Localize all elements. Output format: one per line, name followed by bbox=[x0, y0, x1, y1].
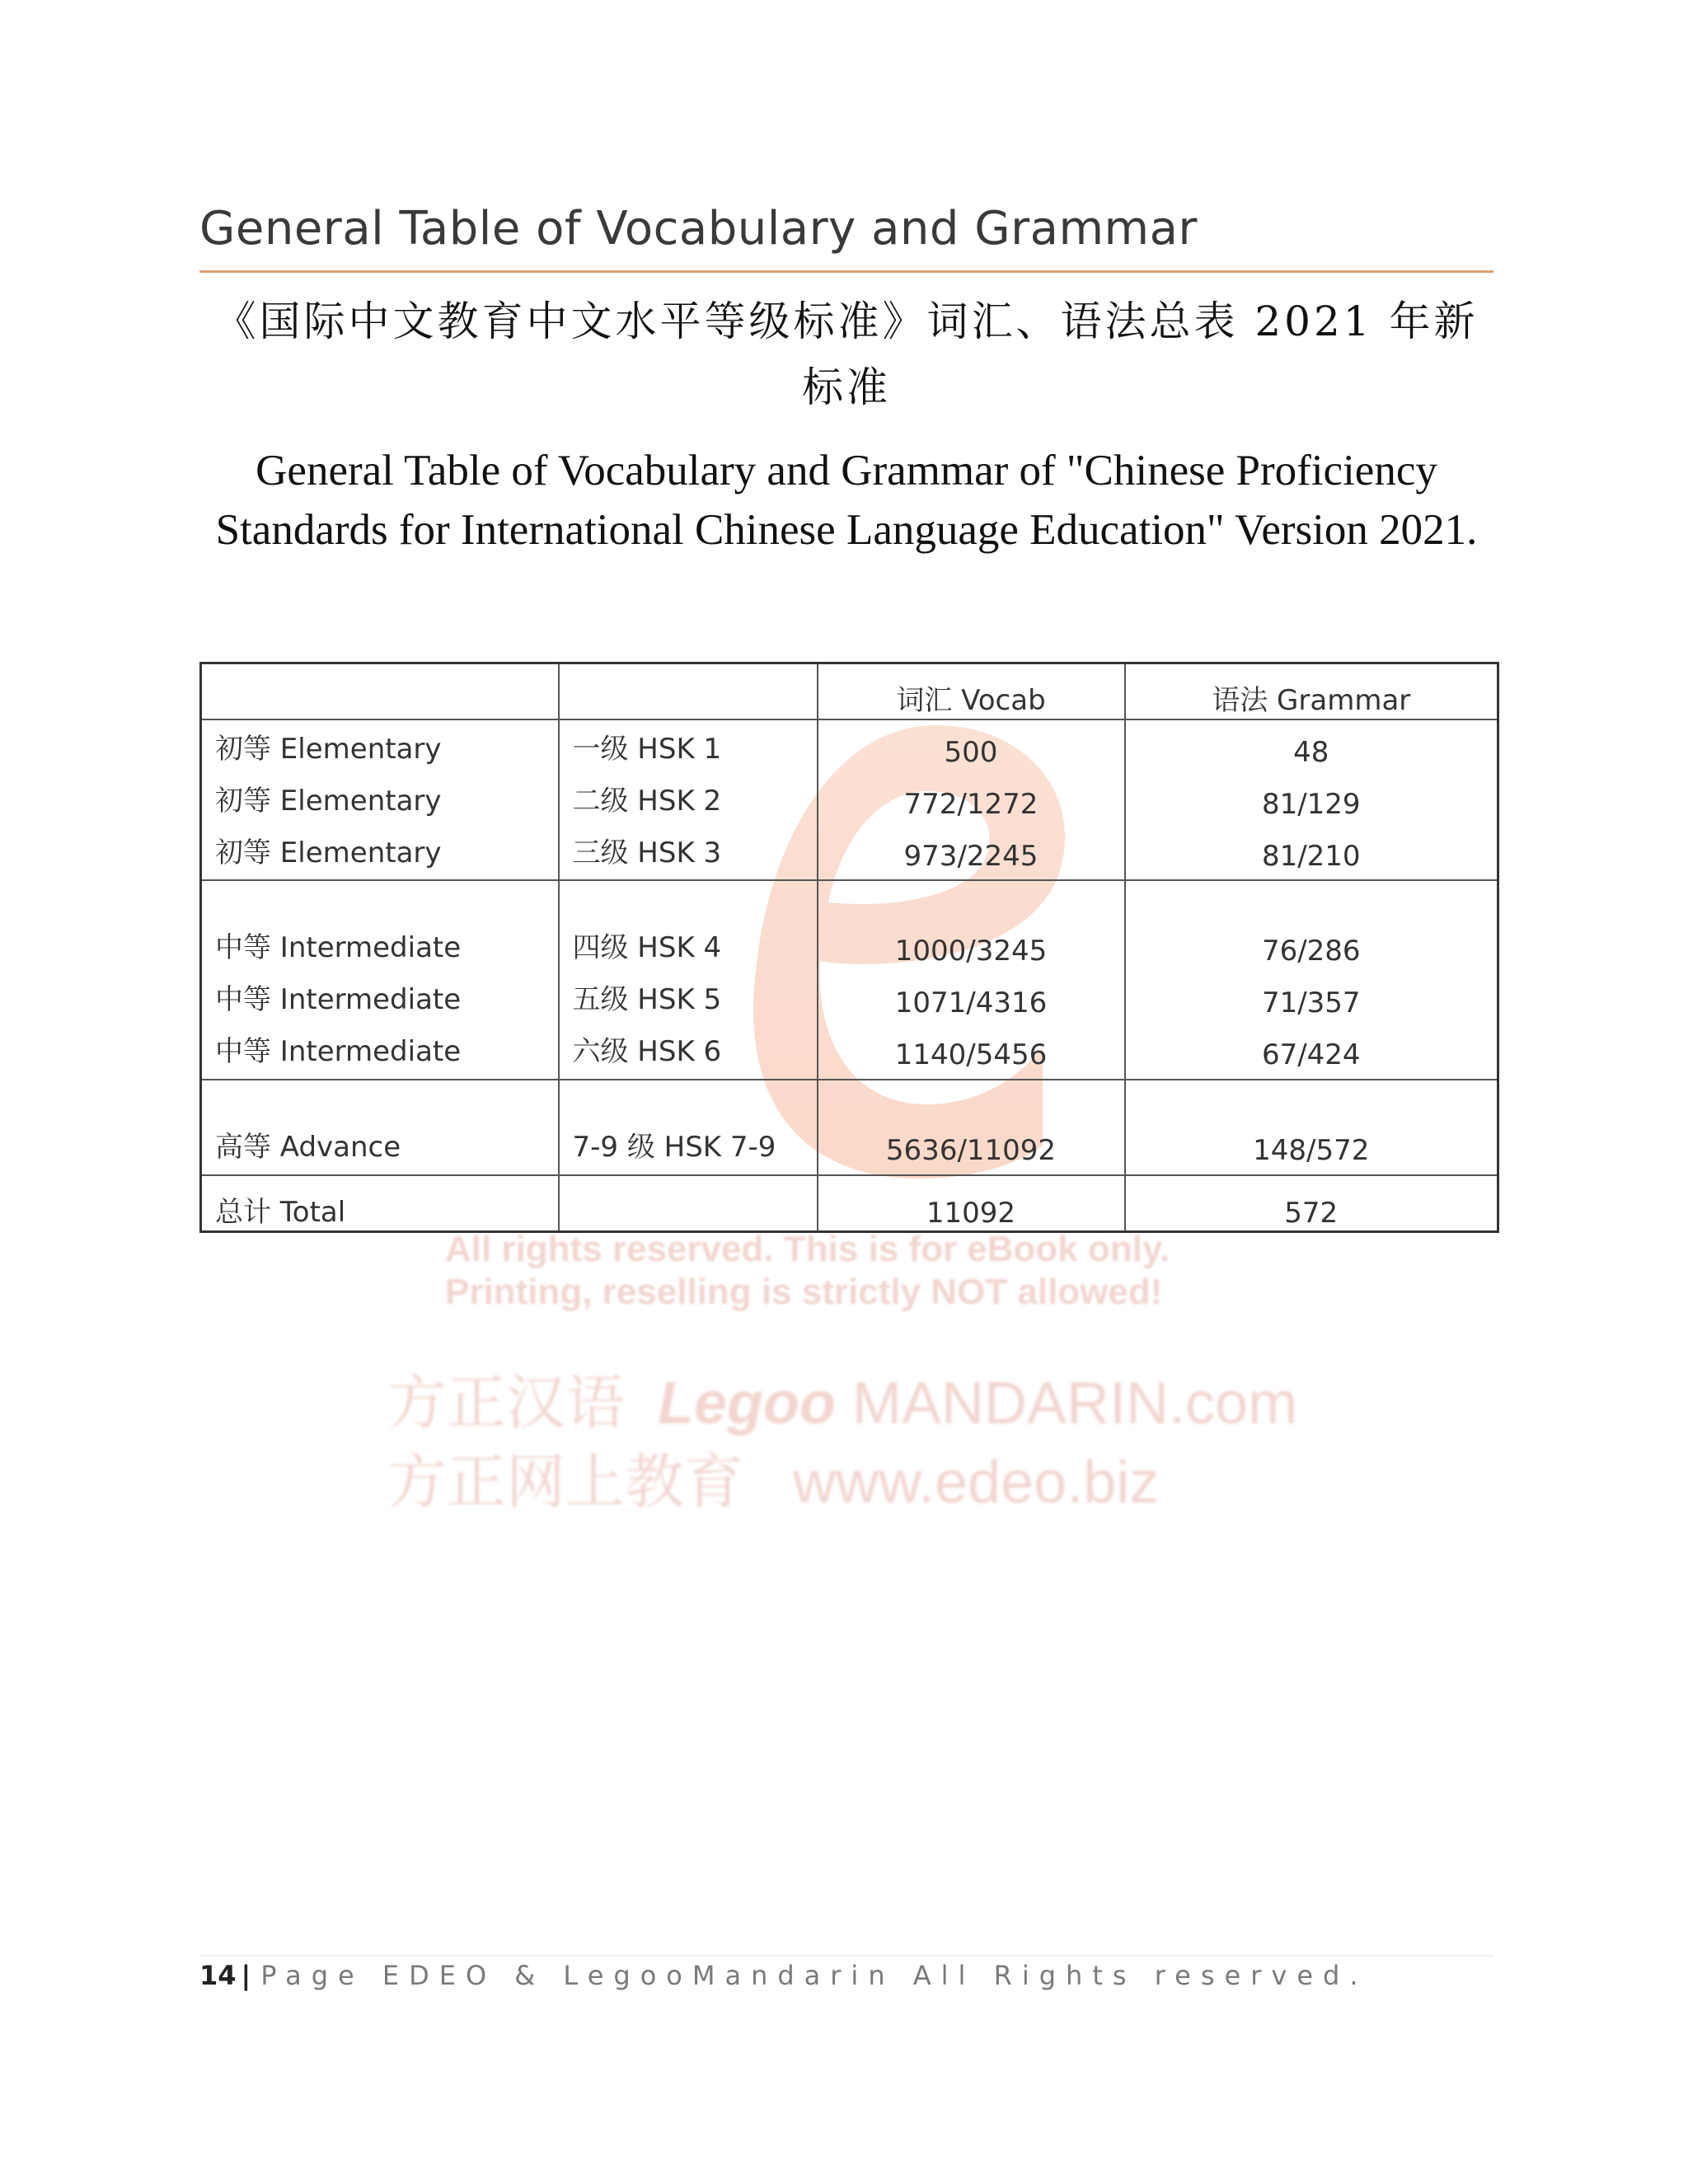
header-cell-vocab: 词汇 Vocab bbox=[818, 663, 1125, 720]
header-cell-level bbox=[559, 663, 818, 720]
chinese-title: 《国际中文教育中文水平等级标准》词汇、语法总表 2021 年新标准 bbox=[214, 298, 1479, 411]
vocab-value: 500 bbox=[944, 736, 998, 769]
grammar-value: 76/286 bbox=[1261, 935, 1361, 968]
watermark-rights-text: All rights reserved. This is for eBook only. Printing, reselling is strictly NOT allowed! bbox=[445, 1229, 1170, 1312]
grammar-value: 71/357 bbox=[1261, 987, 1361, 1019]
table-header-row bbox=[201, 663, 1498, 720]
vocab-value: 772/1272 bbox=[903, 788, 1039, 821]
level-cell bbox=[559, 719, 818, 880]
level-label: 7-9 级 HSK 7-9 bbox=[572, 1131, 776, 1164]
grammar-cell bbox=[1125, 719, 1498, 880]
total-grammar: 572 bbox=[1125, 1175, 1498, 1232]
total-label: 总计 Total bbox=[201, 1175, 559, 1232]
page-footer bbox=[199, 1960, 1367, 1991]
stage-label: 中等 Intermediate bbox=[215, 983, 462, 1016]
level-label: 五级 HSK 5 bbox=[572, 983, 722, 1016]
grammar-value: 48 bbox=[1293, 736, 1329, 769]
stage-label: 初等 Elementary bbox=[215, 733, 442, 766]
vocab-value: 1000/3245 bbox=[894, 935, 1048, 968]
stage-label: 初等 Elementary bbox=[215, 837, 442, 869]
table-row-total bbox=[201, 1175, 1498, 1232]
level-cell bbox=[559, 1080, 818, 1175]
stage-cell bbox=[201, 1080, 559, 1175]
level-label: 六级 HSK 6 bbox=[572, 1035, 722, 1068]
grammar-value: 148/572 bbox=[1253, 1134, 1370, 1167]
page-number: 14 bbox=[199, 1960, 237, 1991]
vocab-cell bbox=[818, 1080, 1125, 1175]
level-cell bbox=[559, 880, 818, 1080]
heading-underline bbox=[199, 270, 1493, 273]
footer-separator: | bbox=[241, 1960, 251, 1991]
vocab-value: 1071/4316 bbox=[894, 987, 1048, 1019]
grammar-value: 67/424 bbox=[1261, 1038, 1361, 1071]
total-vocab: 11092 bbox=[818, 1175, 1125, 1232]
table-row-advance bbox=[201, 1080, 1498, 1175]
header-cell-grammar: 语法 Grammar bbox=[1125, 663, 1498, 720]
vocab-value: 5636/11092 bbox=[885, 1134, 1057, 1167]
level-label: 一级 HSK 1 bbox=[572, 733, 722, 766]
vocab-cell bbox=[818, 719, 1125, 880]
grammar-value: 81/210 bbox=[1261, 840, 1361, 873]
vocab-value: 973/2245 bbox=[903, 840, 1039, 873]
stage-cell bbox=[201, 880, 559, 1080]
page-heading: General Table of Vocabulary and Grammar bbox=[199, 202, 1198, 255]
english-title: General Table of Vocabulary and Grammar of "Chinese Proficiency Standards for International Chinese Language Education" Version 2021. bbox=[215, 447, 1478, 554]
grammar-cell bbox=[1125, 880, 1498, 1080]
level-label: 四级 HSK 4 bbox=[572, 931, 722, 964]
stage-cell bbox=[201, 719, 559, 880]
grammar-cell bbox=[1125, 1080, 1498, 1175]
stage-label: 高等 Advance bbox=[215, 1131, 401, 1164]
vocab-cell bbox=[818, 880, 1125, 1080]
stage-label: 中等 Intermediate bbox=[215, 1035, 462, 1068]
table-row-elementary bbox=[201, 719, 1498, 880]
footer-divider bbox=[199, 1955, 1493, 1957]
vocab-value: 1140/5456 bbox=[894, 1038, 1048, 1071]
level-label: 三级 HSK 3 bbox=[572, 837, 722, 869]
watermark-brand-text: 方正汉语 Legoo MANDARIN.com 方正网上教育 www.edeo.biz bbox=[387, 1371, 1298, 1516]
grammar-value: 81/129 bbox=[1261, 788, 1361, 821]
header-cell-stage bbox=[201, 663, 559, 720]
footer-text: Page EDEO & LegooMandarin All Rights reserved. bbox=[260, 1960, 1368, 1991]
stage-label: 中等 Intermediate bbox=[215, 931, 462, 964]
table-row-intermediate bbox=[201, 880, 1498, 1080]
level-label: 二级 HSK 2 bbox=[572, 785, 722, 818]
total-level bbox=[559, 1175, 818, 1232]
stage-label: 初等 Elementary bbox=[215, 785, 442, 818]
vocab-grammar-table bbox=[199, 662, 1499, 1233]
